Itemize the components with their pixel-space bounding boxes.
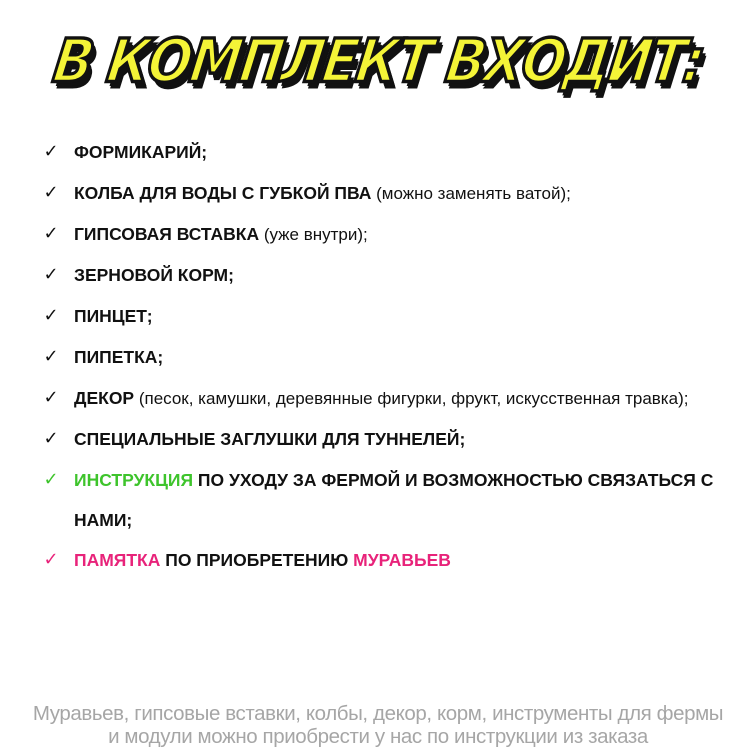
item-bold: ДЕКОР: [74, 388, 135, 408]
item-bold: ПО ПРИОБРЕТЕНИЮ: [160, 550, 354, 570]
list-item: [40, 173, 740, 214]
footer-note: [0, 702, 756, 748]
check-icon: ✓: [43, 141, 59, 162]
check-icon: ✓: [43, 305, 59, 326]
page-title: В КОМПЛЕКТ ВХОДИТ:: [48, 27, 708, 97]
list-item: [40, 378, 740, 419]
check-icon: ✓: [43, 428, 59, 449]
check-icon: ✓: [43, 346, 59, 367]
item-highlight-2: МУРАВЬЕВ: [353, 550, 451, 570]
item-highlight: ИНСТРУКЦИЯ: [74, 470, 194, 490]
footer-line-1: Муравьев, гипсовые вставки, колбы, декор, корм, инструменты для фермы: [32, 702, 724, 725]
check-icon: ✓: [43, 264, 59, 285]
contents-list: [40, 132, 740, 580]
item-highlight: ПАМЯТКА: [74, 550, 161, 570]
check-icon: ✓: [43, 223, 59, 244]
check-icon: ✓: [43, 182, 59, 203]
item-note: (уже внутри);: [259, 225, 368, 244]
list-item: [40, 214, 740, 255]
check-icon: ✓: [43, 469, 59, 490]
check-icon: ✓: [43, 549, 59, 570]
item-bold: ПО УХОДУ ЗА ФЕРМОЙ И ВОЗМОЖНОСТЬЮ СВЯЗАТЬСЯ С НАМИ;: [74, 470, 714, 530]
header: [0, 22, 756, 114]
item-bold: ПИПЕТКА;: [74, 347, 164, 367]
check-icon: ✓: [43, 387, 59, 408]
list-item: [40, 132, 740, 173]
list-item: [40, 460, 740, 540]
item-bold: КОЛБА ДЛЯ ВОДЫ С ГУБКОЙ ПВА: [74, 183, 372, 203]
list-item: [40, 540, 740, 580]
item-bold: ГИПСОВАЯ ВСТАВКА: [74, 224, 260, 244]
item-bold: ЗЕРНОВОЙ КОРМ;: [74, 265, 234, 285]
list-item: [40, 337, 740, 378]
item-note: (песок, камушки, деревянные фигурки, фрукт, искусственная травка);: [134, 389, 689, 408]
item-bold: ФОРМИКАРИЙ;: [74, 142, 208, 162]
footer-line-2: и модули можно приобрести у нас по инструкции из заказа: [108, 725, 648, 748]
item-bold: СПЕЦИАЛЬНЫЕ ЗАГЛУШКИ ДЛЯ ТУННЕЛЕЙ;: [74, 429, 466, 449]
list-item: [40, 296, 740, 337]
list-item: [40, 419, 740, 460]
item-note: (можно заменять ватой);: [371, 184, 571, 203]
list-item: [40, 255, 740, 296]
item-bold: ПИНЦЕТ;: [74, 306, 153, 326]
